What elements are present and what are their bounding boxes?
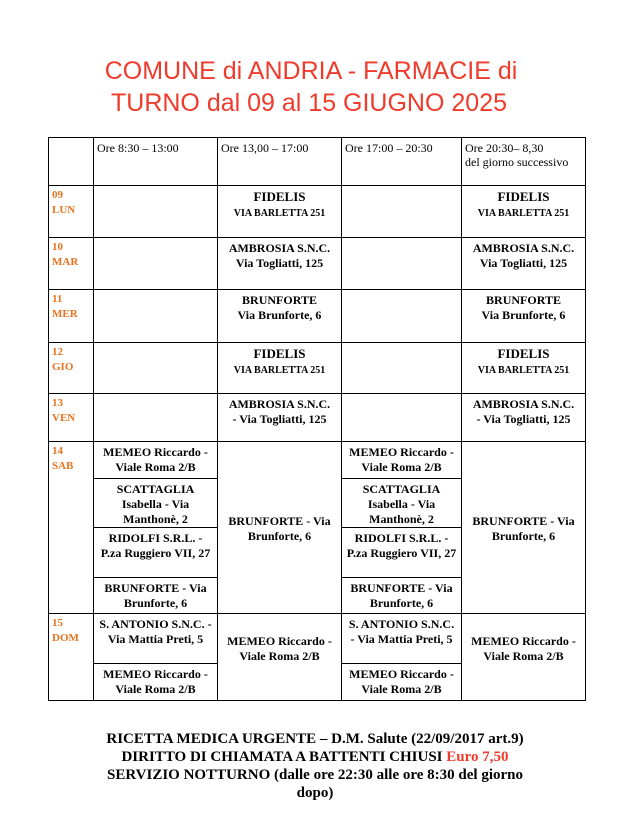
header-empty-cell <box>49 138 94 186</box>
day-label-15 <box>49 614 94 701</box>
page-title-line-2: TURNO dal 09 al 15 GIUGNO 2025 <box>111 89 507 117</box>
header-evening: Ore 17:00 – 20:30 <box>342 138 462 186</box>
pharmacy-name: FIDELIS <box>497 346 550 361</box>
pharmacy-cell <box>462 186 586 238</box>
pharmacy-cell <box>462 394 586 442</box>
pharmacy-cell: S. ANTONIO S.N.C. - Via Mattia Preti, 5 <box>342 614 462 664</box>
day-label-09 <box>49 186 94 238</box>
pharmacy-cell <box>462 343 586 394</box>
footer-line-night-service-end: dopo) <box>296 785 334 801</box>
footer-line-night-service: SERVIZIO NOTTURNO (dalle ore 22:30 alle ore 8:30 del giorno <box>107 767 523 783</box>
pharmacy-name: AMBROSIA S.N.C. <box>472 397 575 411</box>
pharmacy-name: FIDELIS <box>253 346 306 361</box>
header-night <box>462 138 586 186</box>
footer-line-call-fee <box>0 748 630 766</box>
row-sunday <box>49 614 586 664</box>
pharmacy-cell: BRUNFORTE - Via Brunforte, 6 <box>462 442 586 614</box>
pharmacy-cell: RIDOLFI S.R.L. - P.za Ruggiero VII, 27 <box>342 528 462 578</box>
page-title-line-1: COMUNE di ANDRIA - FARMACIE di <box>104 57 518 85</box>
pharmacy-cell: MEMEO Riccardo - Viale Roma 2/B <box>342 442 462 479</box>
pharmacy-cell: RIDOLFI S.R.L. - P.za Ruggiero VII, 27 <box>94 528 218 578</box>
day-name: MAR <box>52 256 79 268</box>
pharmacy-cell: BRUNFORTE - Via Brunforte, 6 <box>94 578 218 614</box>
pharmacy-address: Via Togliatti, 125 <box>479 256 568 270</box>
pharmacy-address: - Via Togliatti, 125 <box>232 412 327 426</box>
day-name: DOM <box>52 632 79 644</box>
empty-cell <box>342 186 462 238</box>
empty-cell <box>342 394 462 442</box>
row-tuesday <box>49 238 586 290</box>
pharmacy-address: Via Brunforte, 6 <box>481 308 566 322</box>
pharmacy-cell <box>218 343 342 394</box>
pharmacy-schedule-table <box>48 137 586 701</box>
pharmacy-address: - Via Togliatti, 125 <box>476 412 571 426</box>
day-label-12 <box>49 343 94 394</box>
header-night-time: Ore 20:30– 8,30 <box>465 141 544 155</box>
footer-line-urgent-prescription: RICETTA MEDICA URGENTE – D.M. Salute (22/09/2017 art.9) <box>106 731 524 747</box>
empty-cell <box>94 394 218 442</box>
row-friday <box>49 394 586 442</box>
empty-cell <box>342 238 462 290</box>
day-label-14 <box>49 442 94 614</box>
row-wednesday <box>49 290 586 343</box>
pharmacy-cell: SCATTAGLIA Isabella - Via Manthonè, 2 <box>342 479 462 528</box>
empty-cell <box>94 186 218 238</box>
header-morning: Ore 8:30 – 13:00 <box>94 138 218 186</box>
day-label-13 <box>49 394 94 442</box>
pharmacy-cell <box>462 290 586 343</box>
empty-cell <box>342 290 462 343</box>
pharmacy-cell: MEMEO Riccardo - Viale Roma 2/B <box>462 614 586 701</box>
pharmacy-cell <box>218 186 342 238</box>
pharmacy-cell <box>218 290 342 343</box>
empty-cell <box>342 343 462 394</box>
day-number: 12 <box>52 346 63 358</box>
pharmacy-cell: MEMEO Riccardo - Viale Roma 2/B <box>218 614 342 701</box>
header-night-note: del giorno successivo <box>465 155 569 169</box>
pharmacy-cell <box>218 394 342 442</box>
pharmacy-name: AMBROSIA S.N.C. <box>228 241 331 255</box>
day-number: 09 <box>52 189 63 201</box>
pharmacy-name: FIDELIS <box>497 189 550 204</box>
row-thursday <box>49 343 586 394</box>
pharmacy-cell: MEMEO Riccardo - Viale Roma 2/B <box>342 664 462 701</box>
day-name: LUN <box>52 204 76 216</box>
empty-cell <box>94 343 218 394</box>
pharmacy-name: AMBROSIA S.N.C. <box>228 397 331 411</box>
footer-notes <box>0 730 630 802</box>
pharmacy-cell: BRUNFORTE - Via Brunforte, 6 <box>342 578 462 614</box>
pharmacy-cell: SCATTAGLIA Isabella - Via Manthonè, 2 <box>94 479 218 528</box>
day-number: 13 <box>52 397 63 409</box>
pharmacy-name: AMBROSIA S.N.C. <box>472 241 575 255</box>
pharmacy-cell <box>218 238 342 290</box>
day-number: 15 <box>52 617 63 629</box>
day-name: VEN <box>52 412 76 424</box>
pharmacy-cell: BRUNFORTE - Via Brunforte, 6 <box>218 442 342 614</box>
day-number: 11 <box>52 293 63 305</box>
pharmacy-cell <box>462 238 586 290</box>
pharmacy-address: Via Togliatti, 125 <box>235 256 324 270</box>
footer-price: Euro 7,50 <box>446 749 509 765</box>
pharmacy-address: Via Brunforte, 6 <box>237 308 322 322</box>
day-name: GIO <box>52 361 74 373</box>
pharmacy-cell: MEMEO Riccardo - Viale Roma 2/B <box>94 664 218 701</box>
day-number: 14 <box>52 445 63 457</box>
pharmacy-name: BRUNFORTE <box>486 293 561 307</box>
day-number: 10 <box>52 241 63 253</box>
pharmacy-cell: S. ANTONIO S.N.C. - Via Mattia Preti, 5 <box>94 614 218 664</box>
day-label-10 <box>49 238 94 290</box>
pharmacy-name: BRUNFORTE <box>242 293 317 307</box>
pharmacy-address: VIA BARLETTA 251 <box>477 365 570 376</box>
empty-cell <box>94 238 218 290</box>
pharmacy-address: VIA BARLETTA 251 <box>477 208 570 219</box>
day-label-11 <box>49 290 94 343</box>
row-saturday <box>49 442 586 479</box>
row-monday <box>49 186 586 238</box>
day-name: SAB <box>52 460 74 472</box>
pharmacy-address: VIA BARLETTA 251 <box>233 365 326 376</box>
empty-cell <box>94 290 218 343</box>
day-name: MER <box>52 308 78 320</box>
footer-call-right: DIRITTO DI CHIAMATA A BATTENTI CHIUSI <box>121 749 443 765</box>
pharmacy-cell: MEMEO Riccardo - Viale Roma 2/B <box>94 442 218 479</box>
header-row <box>49 138 586 186</box>
header-afternoon: Ore 13,00 – 17:00 <box>218 138 342 186</box>
pharmacy-name: FIDELIS <box>253 189 306 204</box>
pharmacy-address: VIA BARLETTA 251 <box>233 208 326 219</box>
